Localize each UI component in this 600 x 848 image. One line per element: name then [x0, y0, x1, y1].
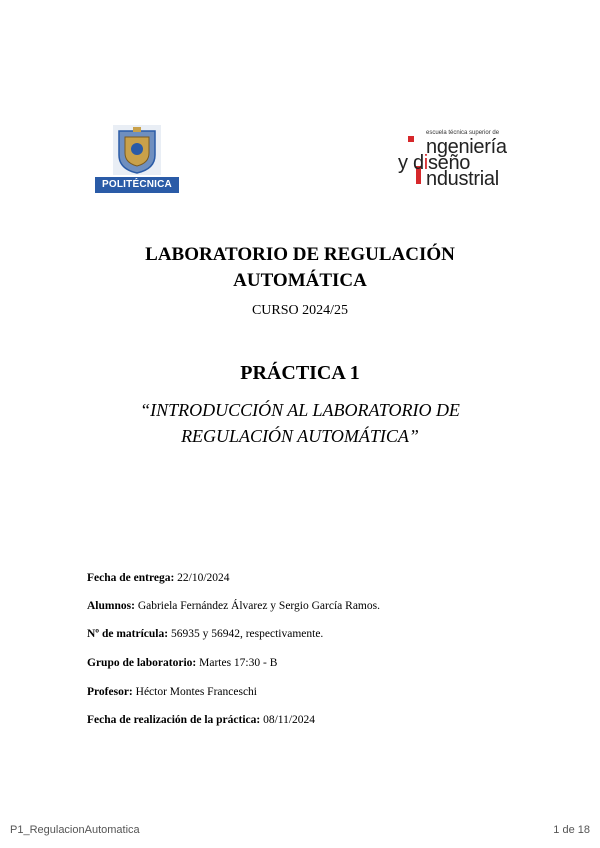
- delivery-date-value: 22/10/2024: [177, 572, 230, 584]
- professor-value: Héctor Montes Franceschi: [135, 686, 257, 698]
- practice-subtitle-line-1: “INTRODUCCIÓN AL LABORATORIO DE: [140, 400, 460, 420]
- completion-date-label: Fecha de realización de la práctica:: [87, 714, 261, 726]
- lab-title-line-1: LABORATORIO DE REGULACIÓN: [145, 244, 455, 265]
- upm-crest-icon: [113, 125, 161, 175]
- lab-group-value: Martes 17:30 - B: [199, 657, 278, 669]
- practice-title: PRÁCTICA 1: [240, 362, 360, 384]
- etsidi-word-2: y diseño: [398, 152, 471, 174]
- course-label: CURSO 2024/25: [251, 303, 349, 318]
- completion-date-row: [87, 714, 315, 726]
- lab-title-line-2: AUTOMÁTICA: [233, 270, 367, 291]
- delivery-date-row: [87, 572, 230, 584]
- etsidi-word-1: ngeniería: [426, 136, 507, 158]
- upm-logo-label: POLITÉCNICA: [95, 177, 179, 193]
- upm-logo: [95, 125, 179, 193]
- etsidi-word-2-rest: seño: [427, 152, 471, 174]
- enrollment-row: [87, 628, 323, 640]
- completion-date-value: 08/11/2024: [263, 714, 316, 726]
- delivery-date-label: Fecha de entrega:: [87, 572, 175, 584]
- footer-filename: P1_RegulacionAutomatica: [10, 824, 140, 836]
- etsidi-word-3: ndustrial: [426, 168, 499, 190]
- enrollment-label: Nº de matrícula:: [87, 628, 169, 640]
- etsidi-word-2-prefix: y d: [398, 152, 424, 174]
- lab-group-label: Grupo de laboratorio:: [87, 657, 197, 669]
- professor-row: [87, 686, 257, 698]
- students-row: [87, 600, 380, 612]
- footer-page-number: 1 de 18: [553, 824, 590, 836]
- professor-label: Profesor:: [87, 686, 133, 698]
- students-label: Alumnos:: [87, 600, 135, 612]
- lab-title: [0, 242, 600, 294]
- students-value: Gabriela Fernández Álvarez y Sergio García Ramos.: [137, 600, 380, 612]
- practice-subtitle-line-2: REGULACIÓN AUTOMÁTICA”: [181, 426, 419, 446]
- enrollment-value: 56935 y 56942, respectivamente.: [170, 628, 324, 640]
- lab-group-row: [87, 657, 277, 669]
- etsidi-logo: [388, 130, 518, 192]
- etsidi-tagline: escuela técnica superior de: [426, 130, 500, 136]
- practice-subtitle: [0, 397, 600, 449]
